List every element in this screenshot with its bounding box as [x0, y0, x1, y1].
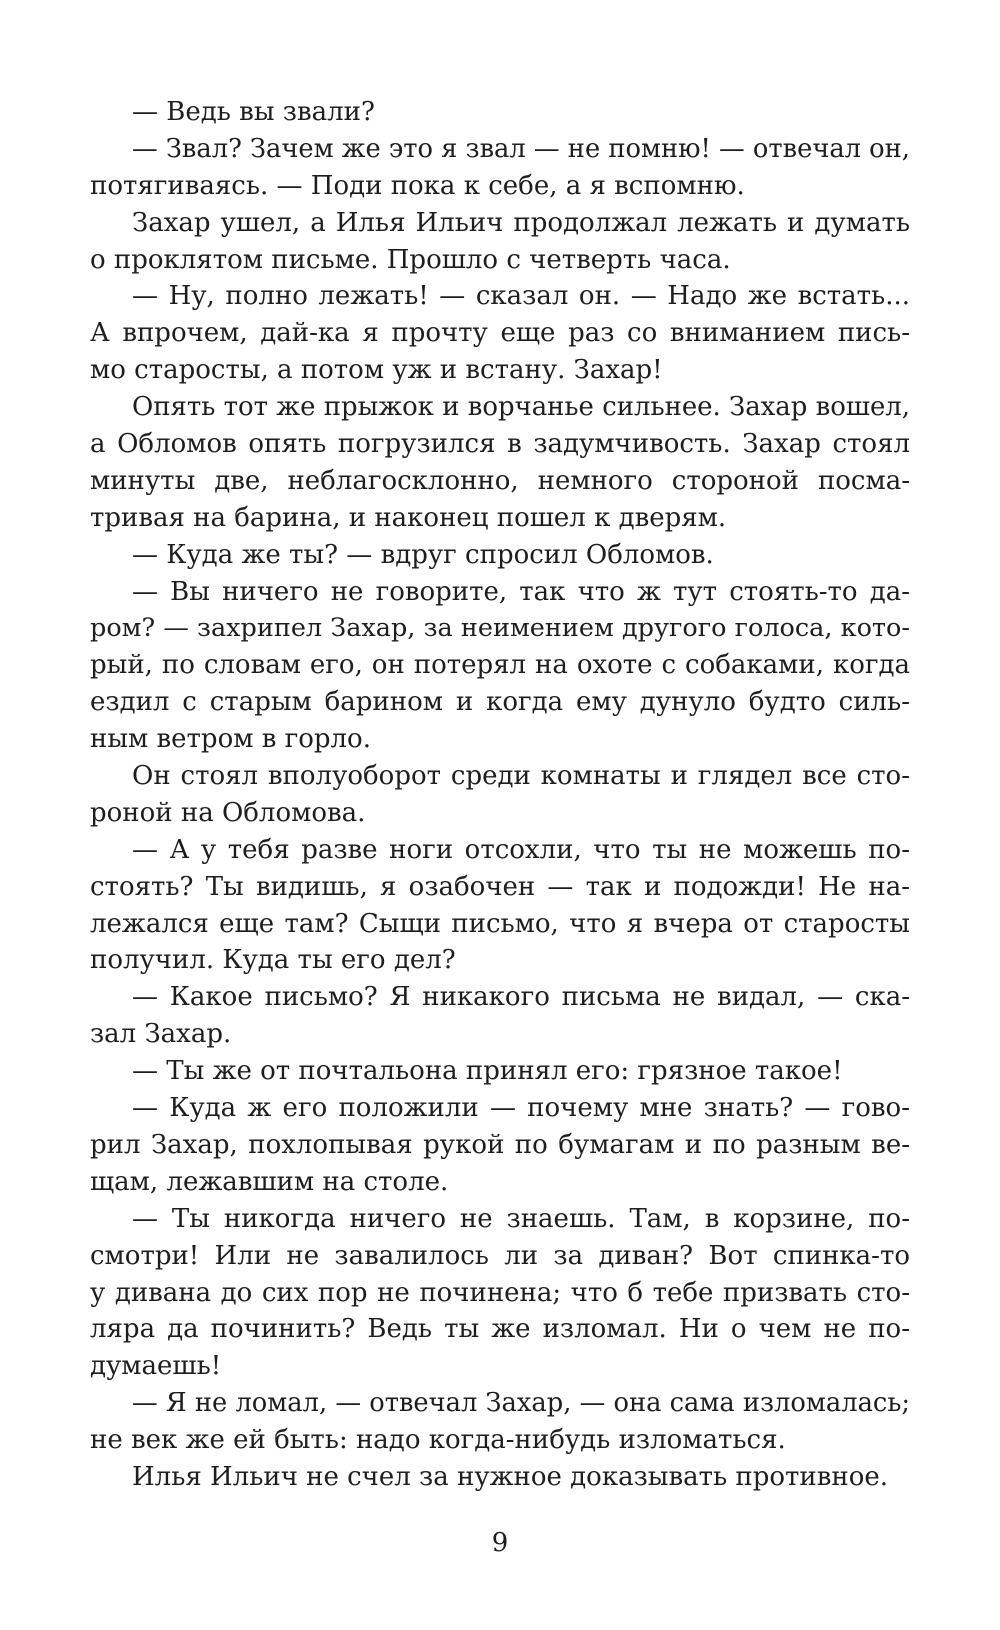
text-line: смотри! Или не завалилось ли за диван? Вот спинка-то	[90, 1240, 910, 1271]
page-number: 9	[491, 1528, 509, 1558]
text-line: у дивана до сих пор не починена; что б тебе призвать сто-	[90, 1277, 910, 1308]
text-line: не век же ей быть: надо когда-нибудь изломаться.	[90, 1425, 786, 1456]
text-line: — Куда же ты? — вдруг спросил Обломов.	[132, 539, 714, 570]
text-line: щам, лежавшим на столе.	[90, 1166, 449, 1197]
text-line: А впрочем, дай-ка я прочту еще раз со вниманием пись-	[90, 318, 910, 349]
body-text	[90, 94, 910, 1496]
text-line: роной на Обломова.	[90, 797, 366, 828]
text-line: ляра да починить? Ведь ты же изломал. Ни о чем не по-	[90, 1314, 910, 1345]
text-line: — Я не ломал, — отвечал Захар, — она сама изломалась;	[132, 1388, 910, 1419]
text-line: потягиваясь. — Поди пока к себе, а я вспомню.	[90, 170, 745, 201]
text-line: мо старосты, а потом уж и встану. Захар!	[90, 355, 663, 386]
text-line: ездил с старым барином и когда ему дунуло будто силь-	[90, 687, 910, 718]
text-line: тривая на барина, и наконец пошел к дверям.	[90, 502, 727, 533]
text-line: Илья Ильич не счел за нужное доказывать противное.	[132, 1461, 889, 1492]
text-line: Захар ушел, а Илья Ильич продолжал лежать и думать	[132, 207, 910, 238]
text-line: Опять тот же прыжок и ворчанье сильнее. Захар вошел,	[132, 392, 910, 423]
text-line: ным ветром в горло.	[90, 724, 371, 755]
text-line: зал Захар.	[90, 1019, 232, 1050]
text-line: — Куда ж его положили — почему мне знать? — гово-	[132, 1093, 910, 1124]
text-line: о проклятом письме. Прошло с четверть часа.	[90, 244, 731, 275]
text-line: — Ну, полно лежать! — сказал он. — Надо же встать...	[132, 281, 910, 312]
text-line: — Ведь вы звали?	[132, 97, 375, 127]
text-line: лежался еще там? Сыщи письмо, что я вчера от старосты	[90, 908, 910, 939]
text-line: ром? — захрипел Захар, за неимением другого голоса, кото-	[90, 613, 910, 644]
text-line: Он стоял вполуоборот среди комнаты и глядел все сто-	[132, 761, 910, 792]
text-line: — Ты никогда ничего не знаешь. Там, в корзине, по-	[132, 1203, 910, 1234]
text-line: рил Захар, похлопывая рукой по бумагам и по разным ве-	[90, 1129, 910, 1160]
text-line: — Ты же от почтальона принял его: грязное такое!	[132, 1056, 843, 1087]
text-line: — А у тебя разве ноги отсохли, что ты не можешь по-	[132, 834, 910, 865]
text-line: а Обломов опять погрузился в задумчивость. Захар стоял	[90, 429, 910, 460]
text-line: рый, по словам его, он потерял на охоте с собаками, когда	[90, 650, 910, 681]
text-line: — Звал? Зачем же это я звал — не помню! — отвечал он,	[132, 133, 910, 164]
text-line: получил. Куда ты его дел?	[90, 945, 456, 976]
text-line: — Какое письмо? Я никакого письма не видал, — ска-	[132, 982, 910, 1013]
text-line: — Вы ничего не говорите, так что ж тут стоять-то да-	[132, 576, 910, 607]
text-line: думаешь!	[90, 1351, 222, 1382]
text-line: стоять? Ты видишь, я озабочен — так и подожди! Не на-	[90, 871, 910, 902]
text-line: минуты две, неблагосклонно, немного стороной посма-	[90, 465, 910, 496]
